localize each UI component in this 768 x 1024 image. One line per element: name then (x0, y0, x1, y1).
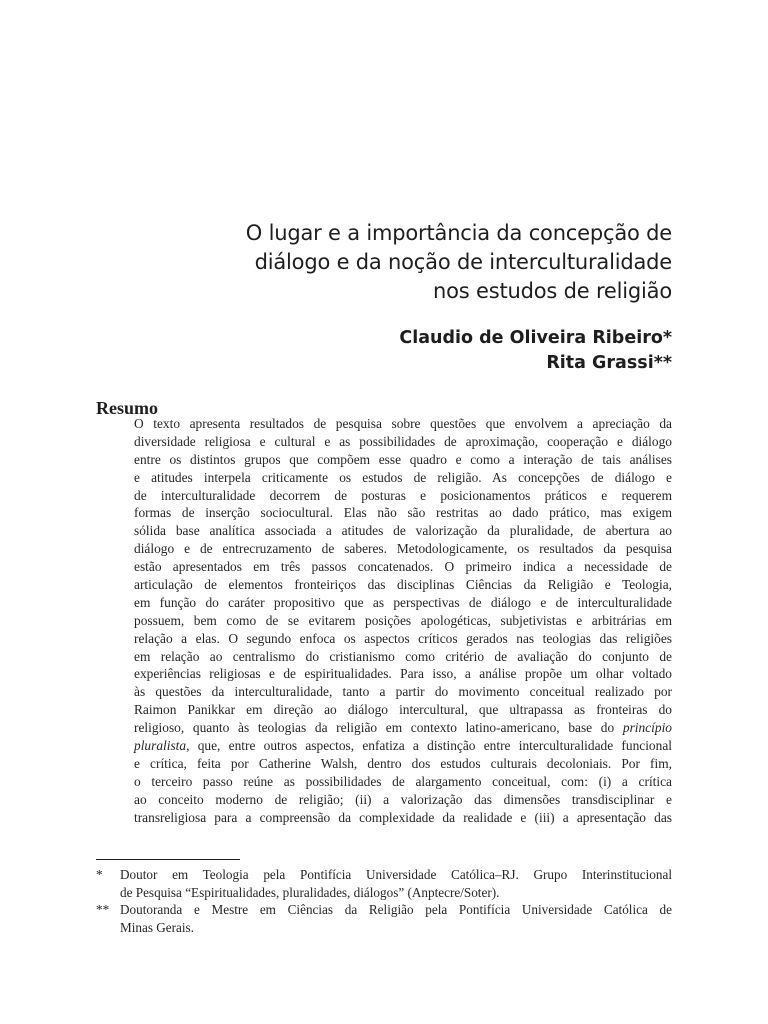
abstract-line: em relação ao centralismo do cristianismo como critério de avaliação do conjunto de (134, 648, 672, 664)
italic-term-principio: princípio (622, 720, 672, 736)
abstract-line: estão apresentados em três passos concatenados. O primeiro indica a necessidade de (134, 559, 672, 575)
abstract-line: Raimon Panikkar em direção ao diálogo intercultural, que ultrapassa as fronteiras do (134, 702, 672, 718)
footnote-mark: * (96, 867, 103, 882)
abstract-line: e crítica, feita por Catherine Walsh, dentro dos estudos culturais decoloniais. Por fim, (134, 755, 672, 771)
abstract-line: o terceiro passo reúne as possibilidades de alargamento conceitual, com: (i) a crítica (134, 773, 672, 789)
author-2: Rita Grassi** (546, 353, 672, 373)
footnote-1 (96, 866, 672, 901)
title-line-2: diálogo e da noção de interculturalidade (254, 250, 672, 274)
title-line-1: O lugar e a importância da concepção de (245, 221, 672, 245)
abstract-line: possuem, bem como de se evitarem posições apologéticas, subjetivistas e arbitrárias em (134, 612, 672, 628)
italic-term-pluralista: pluralista (134, 738, 187, 754)
abstract-body (134, 415, 672, 826)
abstract-line: transreligiosa para a compreensão da complexidade da realidade e (iii) a apresentação das (134, 809, 672, 825)
abstract-heading: Resumo (96, 398, 158, 418)
abstract-line-text: religioso, quanto às teologias da religião em contexto latino-americano, base do (134, 720, 615, 736)
footnotes (96, 866, 672, 936)
author-1: Claudio de Oliveira Ribeiro* (399, 328, 672, 348)
abstract-line: entre os distintos grupos que compõem esse quadro e como a interação de tais análises (134, 451, 672, 467)
footnote-line: Doutoranda e Mestre em Ciências da Religião pela Pontifícia Universidade Católica de (120, 902, 672, 917)
abstract-line: diálogo e de entrecruzamento de saberes. Metodologicamente, os resultados da pesquisa (134, 541, 672, 557)
abstract-line: ao conceito moderno de religião; (ii) a valorização das dimensões transdisciplinar e (134, 791, 672, 807)
abstract-line (134, 737, 672, 755)
footnote-line: Minas Gerais. (120, 919, 194, 935)
article-title (150, 219, 672, 306)
abstract-line: formas de inserção sociocultural. Elas não são restritas ao dado prático, mas exigem (134, 505, 672, 521)
abstract-line: relação a elas. O segundo enfoca os aspectos críticos gerados nas teologias das religiões (134, 630, 672, 646)
abstract-line: articulação de elementos fronteiriços das disciplinas Ciências da Religião e Teologia, (134, 577, 672, 593)
footnote-2 (96, 901, 672, 936)
abstract-line: O texto apresenta resultados de pesquisa sobre questões que envolvem a apreciação da (134, 416, 672, 431)
abstract-line: experiências religiosas e de espiritualidades. Para isso, a análise propõe um olhar voltado (134, 666, 672, 682)
footnote-separator (96, 859, 240, 860)
abstract-line: sólida base analítica associada a atitudes de valorização da pluralidade, de abertura ao (134, 523, 672, 539)
title-line-3: nos estudos de religião (433, 279, 672, 303)
abstract-line: em função do caráter propositivo que as perspectivas de diálogo e de interculturalidade (134, 594, 672, 610)
footnote-mark: ** (96, 902, 110, 917)
abstract-line: às questões da interculturalidade, tanto a partir do movimento conceitual realizado por (134, 684, 672, 700)
abstract-line: diversidade religiosa e cultural e as possibilidades de aproximação, cooperação e diálogo (134, 433, 672, 449)
abstract-line: de interculturalidade decorrem de posturas e posicionamentos práticos e requerem (134, 487, 672, 503)
abstract-line-text: , que, entre outros aspectos, enfatiza a distinção entre interculturalidade funcional (186, 738, 672, 754)
abstract-line: e atitudes interpela criticamente os estudos de religião. As concepções de diálogo e (134, 469, 672, 485)
footnote-line: Doutor em Teologia pela Pontifícia Universidade Católica–RJ. Grupo Interinstitucional (120, 867, 672, 882)
author-list (300, 326, 672, 376)
abstract-line (134, 719, 672, 737)
footnote-line: de Pesquisa “Espiritualidades, pluralidades, diálogos” (Anptecre/Soter). (120, 884, 500, 900)
